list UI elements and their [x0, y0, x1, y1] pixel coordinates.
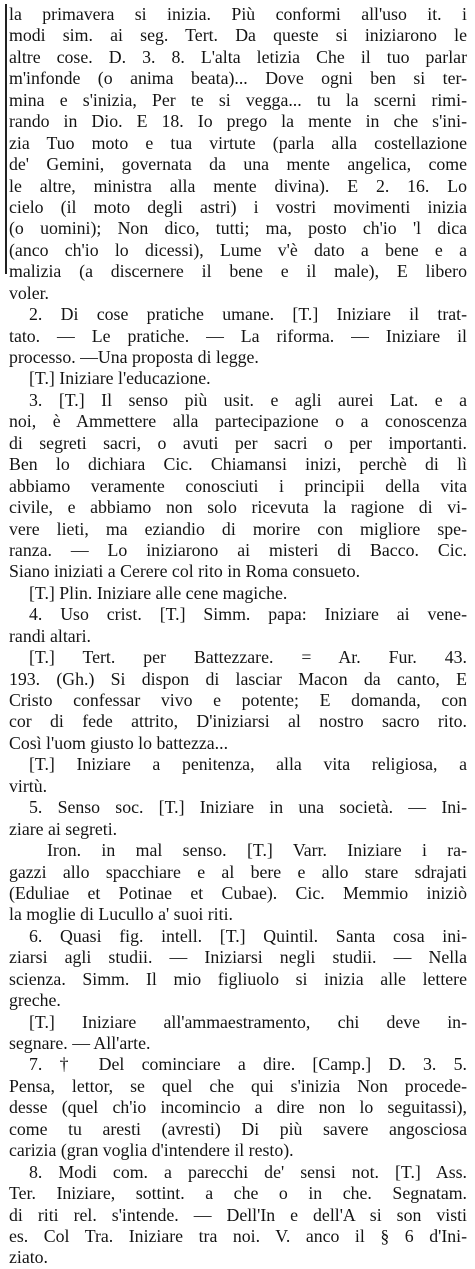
text-line: cielo (il moto degli astri) i vostri movimenti inizia [9, 196, 467, 217]
text-line: 7. † Del cominciare a dire. [Camp.] D. 3. 5. [29, 1054, 467, 1075]
text-line: 3. [T.] Il senso più usit. e agli aurei Lat. e a [29, 389, 467, 410]
entry-text [9, 4, 467, 1269]
text-line: [T.] Iniziare l'educazione. [29, 368, 211, 389]
paragraph [9, 840, 467, 926]
text-line: mina e s'inizia, Per te si vegga... tu la scerni rimi- [9, 89, 467, 110]
paragraph [9, 754, 467, 797]
text-line: 5. Senso soc. [T.] Iniziare in una società. — Ini- [29, 797, 467, 818]
text-line: Pensa, lettor, se quel che qui s'inizia Non procede- [9, 1075, 467, 1096]
text-line: (anco ch'io lo dicessi), Lume v'è dato a bene e a [9, 239, 467, 260]
text-line: scienza. Simm. Il mio figliuolo si inizia alle lettere [9, 968, 467, 989]
text-line: vere lieti, ma eziandio di morire con migliore spe- [9, 518, 467, 539]
margin-rule [5, 4, 7, 274]
text-line: Ter. Iniziare, sottint. a che o in che. Segnatam. [9, 1183, 467, 1204]
text-line: gazzi allo spacchiare e al bere e allo stare sdrajati [9, 861, 467, 882]
text-line: zia Tuo moto e tua virtute (parla alla costellazione [9, 132, 467, 153]
paragraph [9, 604, 467, 647]
text-line: di segreti sacri, o avuti per sacri o per importanti. [9, 432, 467, 453]
text-line: [T.] Iniziare all'ammaestramento, chi deve in- [29, 1011, 467, 1032]
text-line: modi sim. ai seg. Tert. Da queste si iniziarono le [9, 25, 467, 46]
text-line: di riti rel. s'intende. — Dell'In e dell'A si son visti [9, 1204, 467, 1225]
paragraph [9, 304, 467, 368]
text-line: carizia (gran voglia d'intendere il resto). [9, 1140, 294, 1161]
paragraph [9, 368, 467, 389]
text-line: cor di fede attrito, D'iniziarsi al nostro sacro rito. [9, 711, 467, 732]
paragraph [9, 1012, 467, 1055]
text-line: de' Gemini, governata da una mente angelica, come [9, 154, 467, 175]
text-line: voler. [9, 282, 49, 303]
text-line: Ben lo dichiara Cic. Chiamansi inizi, perchè di lì [9, 454, 467, 475]
text-line: 6. Quasi fig. intell. [T.] Quintil. Santa cosa ini- [29, 925, 467, 946]
paragraph [9, 1162, 467, 1269]
text-line: [T.] Plin. Iniziare alle cene magiche. [29, 582, 288, 603]
text-line: civile, e abbiamo non solo ricevuta la ragione di vi- [9, 497, 467, 518]
text-line: es. Col Tra. Iniziare tra noi. V. anco il § 6 d'Ini- [9, 1225, 467, 1246]
text-line: le altre, ministra alla mente divina). E 2. 16. Lo [9, 175, 467, 196]
text-line: 193. (Gh.) Si dispon di lasciar Macon da canto, E [9, 668, 467, 689]
paragraph [9, 4, 467, 304]
text-line: desse (quel ch'io incomincio a dire non lo seguitassi), [9, 1097, 467, 1118]
text-line: virtù. [9, 775, 48, 796]
text-line: 8. Modi com. a parecchi de' sensi not. [T.] Ass. [29, 1161, 467, 1182]
text-line: 2. Di cose pratiche umane. [T.] Iniziare il trat- [29, 304, 467, 325]
text-line: Iron. in mal senso. [T.] Varr. Iniziare i ra- [47, 840, 467, 861]
text-line: Siano iniziati a Cerere col rito in Roma consueto. [9, 561, 361, 582]
text-line: [T.] Tert. per Battezzare. = Ar. Fur. 43. [29, 647, 467, 668]
text-line: la moglie di Lucullo a' suoi riti. [9, 904, 233, 925]
text-line: 4. Uso crist. [T.] Simm. papa: Iniziare ai vene- [29, 604, 467, 625]
text-line: Così l'uom giusto lo battezza... [9, 732, 229, 753]
text-line: [T.] Iniziare a penitenza, alla vita religiosa, a [29, 754, 467, 775]
text-line: la primavera si inizia. Più conformi all'uso it. i [9, 4, 467, 24]
paragraph [9, 390, 467, 583]
text-line: malizia (a discernere il bene e il male), E libero [9, 261, 467, 282]
text-line: ziarsi agli studii. — Iniziarsi negli studii. — Nella [9, 947, 467, 968]
text-line: segnare. — All'arte. [9, 1033, 151, 1053]
text-line: randi altari. [9, 625, 91, 646]
paragraph [9, 1054, 467, 1161]
text-line: greche. [9, 990, 61, 1011]
text-line: ranza. — Lo iniziarono ai misteri di Bacco. Cic. [9, 539, 467, 560]
paragraph [9, 647, 467, 754]
text-line: ziare ai segreti. [9, 818, 118, 839]
paragraph [9, 583, 467, 604]
text-line: m'infonde (o anima beata)... Dove ogni ben si ter- [9, 68, 467, 89]
paragraph [9, 797, 467, 840]
text-line: rando in Dio. E 18. Io prego la mente in che s'ini- [9, 111, 467, 132]
text-line: altre cose. D. 3. 8. L'alta letizia Che il tuo parlar [9, 46, 467, 67]
text-line: abbiamo veramente conosciuti i principii della vita [9, 475, 467, 496]
text-line: ziato. [9, 1247, 49, 1268]
text-line: noi, è Ammettere alla partecipazione o a conoscenza [9, 411, 467, 432]
paragraph [9, 926, 467, 1012]
text-line: processo. —Una proposta di legge. [9, 347, 259, 367]
text-line: (o uomini); Non dico, tutti; ma, posto ch'io 'l dica [9, 218, 467, 239]
text-line: tato. — Le pratiche. — La riforma. — Iniziare il [9, 325, 467, 346]
text-line: Cristo confessar vivo e potente; E domanda, con [9, 690, 467, 710]
text-line: (Eduliae et Potinae et Cubae). Cic. Memmio iniziò [9, 882, 467, 903]
text-line: come tu aresti (avresti) Di più savere angosciosa [9, 1118, 467, 1139]
